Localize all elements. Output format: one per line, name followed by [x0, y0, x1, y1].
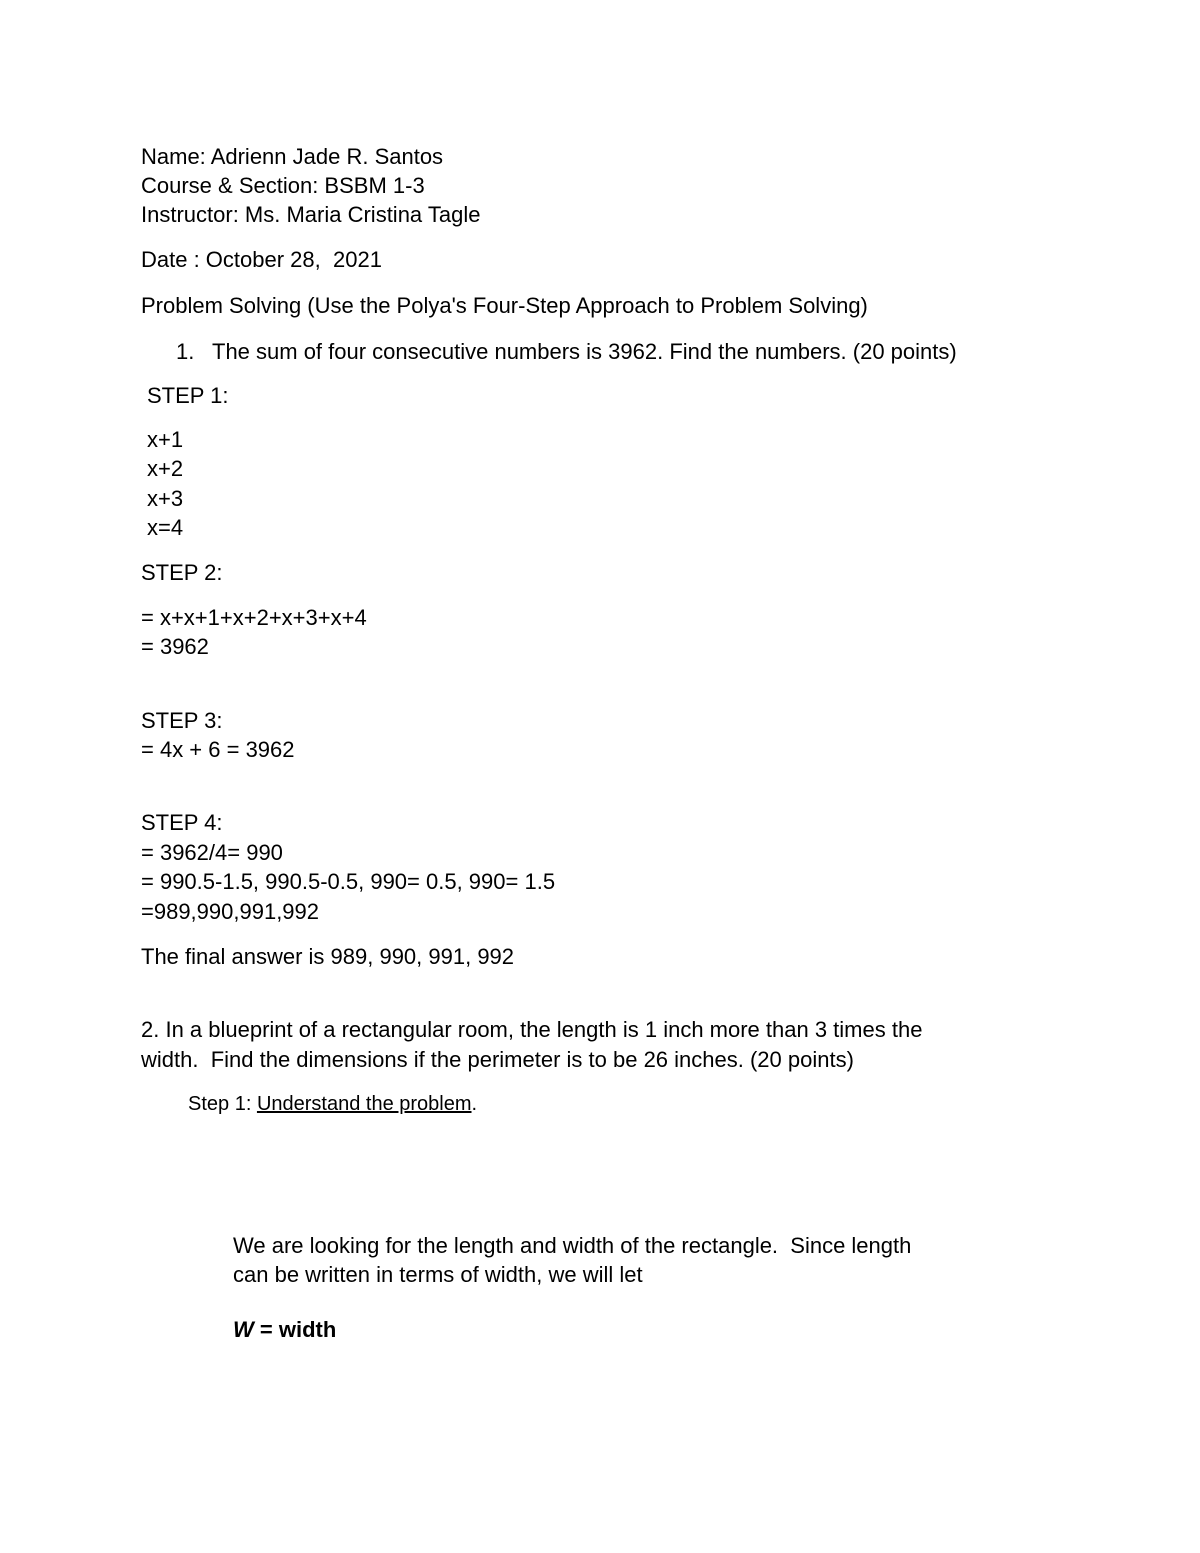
p1-step3-line: = 4x + 6 = 3962 — [141, 737, 295, 762]
p2-step1-prefix: Step 1: — [188, 1093, 257, 1115]
p1-step4-line: =989,990,991,992 — [141, 899, 320, 924]
p1-step2-line: = x+x+1+x+2+x+3+x+4 — [141, 605, 367, 630]
p2-width-definition: = width — [253, 1317, 337, 1342]
p2-width-variable: W — [233, 1317, 254, 1342]
p1-final-answer: The final answer is 989, 990, 991, 992 — [141, 944, 515, 969]
p1-step1-line: x=4 — [147, 515, 184, 540]
problem-1-text: The sum of four consecutive numbers is 3962. Find the numbers. (20 points) — [212, 339, 957, 364]
student-name: Name: Adrienn Jade R. Santos — [141, 144, 444, 169]
p1-step3-title: STEP 3: — [141, 708, 223, 733]
p2-step1-suffix: . — [471, 1093, 478, 1115]
p1-step4-line: = 990.5-1.5, 990.5-0.5, 990= 0.5, 990= 1.5 — [141, 869, 556, 894]
problem-1-number: 1. — [176, 339, 195, 364]
date: Date : October 28, 2021 — [141, 247, 382, 272]
p2-explanation-line1: We are looking for the length and width of the rectangle. Since length — [233, 1233, 912, 1258]
problem-2-text-line2: width. Find the dimensions if the perimeter is to be 26 inches. (20 points) — [141, 1047, 854, 1072]
p1-step1-line: x+3 — [147, 486, 184, 511]
course-section: Course & Section: BSBM 1-3 — [141, 173, 425, 198]
p1-step2-title: STEP 2: — [141, 560, 223, 585]
p2-let-width — [233, 1315, 336, 1345]
problem-2-text-line1: 2. In a blueprint of a rectangular room, the length is 1 inch more than 3 times the — [141, 1017, 923, 1042]
p2-step1-label: Understand the problem — [256, 1093, 472, 1115]
p1-step1-title: STEP 1: — [147, 383, 229, 408]
intro-heading: Problem Solving (Use the Polya's Four-Step Approach to Problem Solving) — [141, 293, 868, 318]
p1-step4-line: = 3962/4= 990 — [141, 840, 283, 865]
p1-step2-line: = 3962 — [141, 634, 209, 659]
p1-step1-line: x+1 — [147, 427, 184, 452]
p1-step4-title: STEP 4: — [141, 810, 223, 835]
p2-step1-heading — [188, 1090, 477, 1120]
p1-step1-line: x+2 — [147, 456, 184, 481]
p2-explanation-line2: can be written in terms of width, we will let — [233, 1262, 643, 1287]
instructor: Instructor: Ms. Maria Cristina Tagle — [141, 202, 481, 227]
